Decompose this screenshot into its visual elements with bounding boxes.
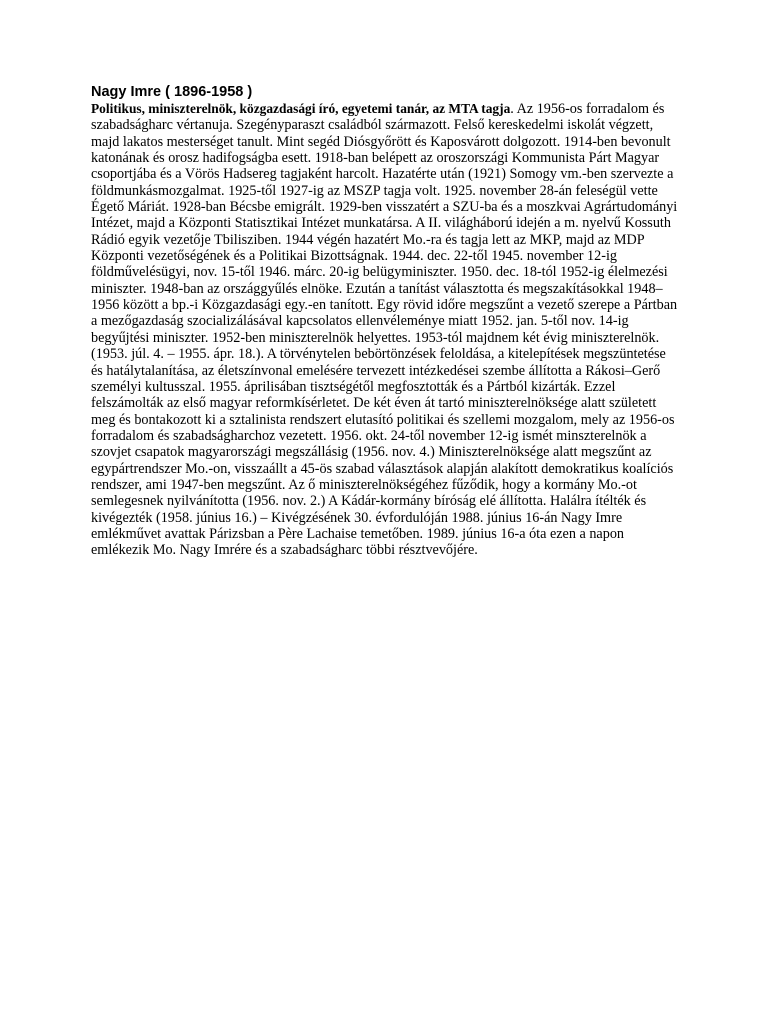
document-title: Nagy Imre ( 1896-1958 ) bbox=[91, 84, 253, 100]
document-page bbox=[91, 83, 681, 559]
document-body bbox=[91, 101, 681, 559]
document-lead: Politikus, miniszterelnök, közgazdasági író, egyetemi tanár, az MTA tagja bbox=[91, 101, 511, 116]
document-body-text: Az 1956-os forradalom és szabadságharc vértanuja. Szegényparaszt családból származott. Felső kereskedelmi iskolát végzett, majd lakatos mesterséget tanult. Mint segéd Diósgyőrött és Kaposvárott dolgozott. 1914-ben bevonult katonának és orosz hadifogságba esett. 1918-ban belépett az oroszországi Kommunista Párt Magyar csoportjába és a Vörös Hadsereg tagjaként harcolt. Hazatérte után (1921) Somogy vm.-ben szervezte a földmunkásmozgalmat. 1925-től 1927-ig az MSZP tagja volt. 1925. november 28-án feleségül vette Égető Máriát. 1928-ban Bécsbe emigrált. 1929-ben visszatért a SZU-ba és a moszkvai Agrártudományi Intézet, majd a Központi Statisztikai Intézet munkatársa. A II. világháború idején a m. nyelvű Kossuth Rádió egyik vezetője Tbilisziben. 1944 végén hazatért Mo.-ra és tagja lett az MKP, majd az MDP Központi vezetőségének és a Politikai Bizottságnak. 1944. dec. 22-től 1945. november 12-ig földművelésügyi, nov. 15-től 1946. márc. 20-ig belügyminiszter. 1950. dec. 18-tól 1952-ig élelmezési miniszter. 1948-ban az országgyűlés elnöke. Ezután a tanítást választotta és megszakításokkal 1948–1956 között a bp.-i Közgazdasági egy.-en tanított. Egy rövid időre megszűnt a vezető szerepe a Pártban a mezőgazdaság szocializálásával kapcsolatos ellenvéleménye miatt 1952. jan. 5-től nov. 14-ig begyűjtési miniszter. 1952-ben miniszterelnök helyettes. 1953-tól majdnem két évig miniszterelnök. (1953. júl. 4. – 1955. ápr. 18.). A törvénytelen bebörtönzések feloldása, a kitelepítések megszüntetése és hatálytalanítása, az életszínvonal emelésére tervezett intézkedései szembe állította a Rákosi–Gerő személyi kultusszal. 1955. áprilisában tisztségétől megfosztották és a Pártból kizárták. Ezzel felszámolták az első magyar reformkísérletet. De két éven át tartó miniszterelnöksége alatt született meg és bontakozott ki a sztalinista rendszert elutasító politikai és szellemi mozgalom, mely az 1956-os forradalom és szabadságharchoz vezetett. 1956. okt. 24-től november 12-ig ismét minszterelnök a szovjet csapatok magyarországi megszállásig (1956. nov. 4.) Miniszterelnöksége alatt megszűnt az egypártrendszer Mo.-on, visszaállt a 45-ös szabad választások alapján alakított demokratikus koalíciós rendszer, ami 1947-ben megszűnt. Az ő miniszterelnökségéhez fűződik, hogy a kormány Mo.-ot semlegesnek nyilvánította (1956. nov. 2.) A Kádár-kormány bíróság elé állította. Halálra ítélték és kivégezték (1958. június 16.) – Kivégzésének 30. évfordulóján 1988. június 16-án Nagy Imre emlékművet avattak Párizsban a Père Lachaise temetőben. 1989. június 16-a óta ezen a napon emlékezik Mo. Nagy Imrére és a szabadságharc többi résztvevőjére. bbox=[91, 101, 678, 559]
lead-period: . bbox=[510, 101, 514, 117]
